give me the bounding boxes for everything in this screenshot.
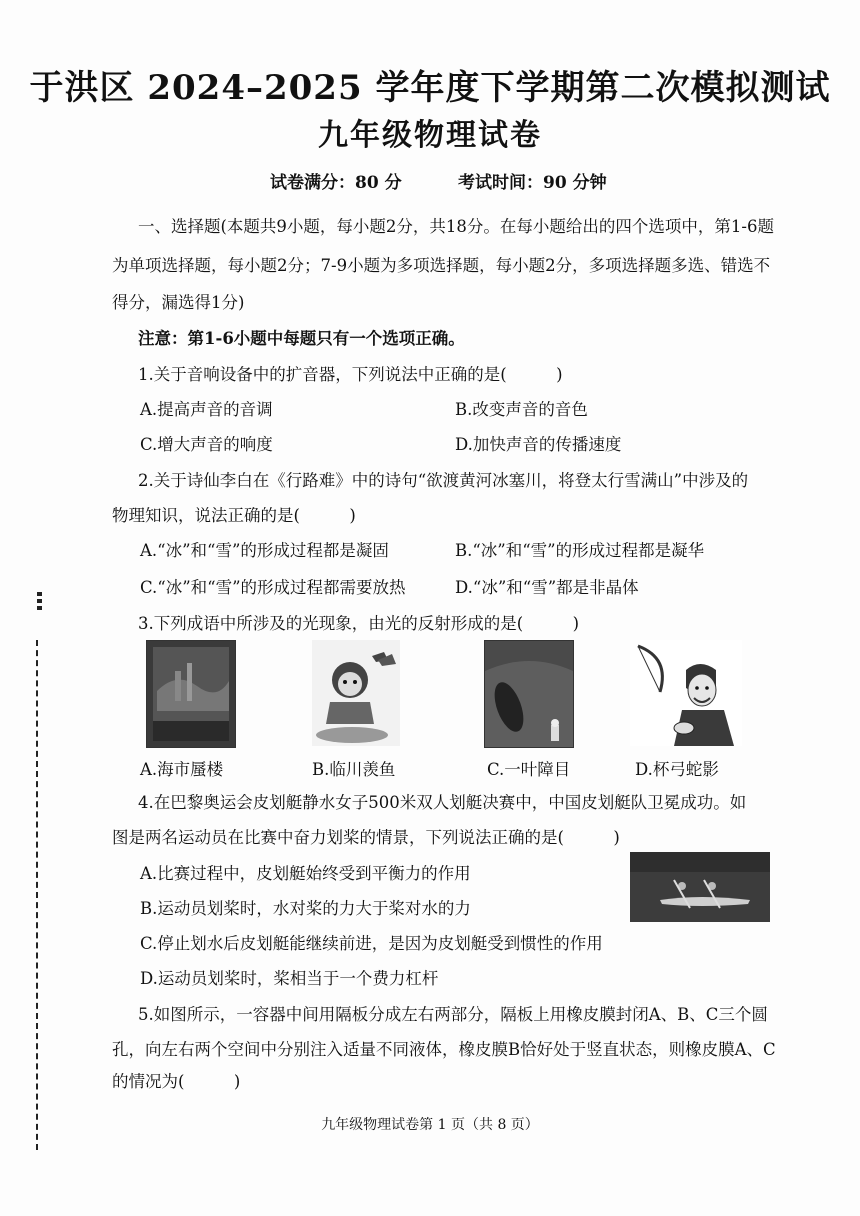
q1-option-c: C.增大声音的响度 (140, 435, 273, 454)
section-intro-line-2: 为单项选择题，每小题2分；7-9小题为多项选择题，每小题2分，多项选择题多选、错选不 (112, 256, 771, 275)
q4-option-a: A.比赛过程中，皮划艇始终受到平衡力的作用 (140, 864, 471, 883)
page-footer: 九年级物理试卷第 1 页（共 8 页） (321, 1117, 539, 1133)
q4-stem-line-1: 4.在巴黎奥运会皮划艇静水女子500米双人划艇决赛中，中国皮划艇队卫冕成功。如 (138, 793, 747, 812)
q3-image-leaf (484, 640, 574, 748)
binding-margin-mark (36, 592, 42, 612)
q2-option-a: A.“冰”和“雪”的形成过程都是凝固 (140, 541, 389, 560)
q2-stem-line-1: 2.关于诗仙李白在《行路难》中的诗句“欲渡黄河冰塞川，将登太行雪满山”中涉及的 (138, 471, 749, 490)
exam-time: 考试时间：90 分钟 (458, 173, 607, 193)
q5-stem-line-1: 5.如图所示，一容器中间用隔板分成左右两部分，隔板上用橡皮膜封闭A、B、C三个圆 (138, 1005, 768, 1024)
binding-margin-line (36, 640, 38, 1150)
full-score: 试卷满分：80 分 (270, 173, 402, 193)
q3-image-fish (312, 640, 400, 746)
section-note: 注意：第1-6小题中每题只有一个选项正确。 (138, 329, 465, 348)
q2-option-c: C.“冰”和“雪”的形成过程都需要放热 (140, 578, 406, 597)
q3-option-c: C.一叶障目 (487, 760, 571, 779)
exam-subtitle: 九年级物理试卷 (318, 118, 542, 153)
q1-stem: 1.关于音响设备中的扩音器，下列说法中正确的是( ) (138, 365, 563, 384)
q5-stem-line-3: 的情况为( ) (112, 1072, 241, 1091)
q3-option-b: B.临川羡鱼 (312, 760, 396, 779)
q2-option-b: B.“冰”和“雪”的形成过程都是凝华 (455, 541, 705, 560)
q3-option-d: D.杯弓蛇影 (635, 760, 719, 779)
q4-option-d: D.运动员划桨时，桨相当于一个费力杠杆 (140, 969, 439, 988)
q4-image-kayak (630, 852, 770, 922)
q3-image-mirage (146, 640, 236, 748)
q1-option-a: A.提高声音的音调 (140, 400, 273, 419)
q5-stem-line-2: 孔，向左右两个空间中分别注入适量不同液体，橡皮膜B恰好处于竖直状态，则橡皮膜A、C (112, 1040, 776, 1059)
q4-option-c: C.停止划水后皮划艇能继续前进，是因为皮划艇受到惯性的作用 (140, 934, 603, 953)
q2-option-d: D.“冰”和“雪”都是非晶体 (455, 578, 639, 597)
q1-option-b: B.改变声音的音色 (455, 400, 588, 419)
exam-title: 于洪区 2024–2025 学年度下学期第二次模拟测试 (29, 68, 831, 108)
q1-option-d: D.加快声音的传播速度 (455, 435, 622, 454)
q3-option-a: A.海市蜃楼 (140, 760, 224, 779)
q3-image-bow (630, 640, 742, 746)
section-intro-line-1: 一、选择题(本题共9小题，每小题2分，共18分。在每小题给出的四个选项中，第1-6题 (138, 217, 774, 236)
q4-option-b: B.运动员划桨时，水对桨的力大于桨对水的力 (140, 899, 471, 918)
section-intro-line-3: 得分，漏选得1分) (112, 293, 245, 312)
q3-stem: 3.下列成语中所涉及的光现象，由光的反射形成的是( ) (138, 614, 580, 633)
q4-stem-line-2: 图是两名运动员在比赛中奋力划桨的情景，下列说法正确的是( ) (112, 828, 620, 847)
q2-stem-line-2: 物理知识，说法正确的是( ) (112, 506, 356, 525)
